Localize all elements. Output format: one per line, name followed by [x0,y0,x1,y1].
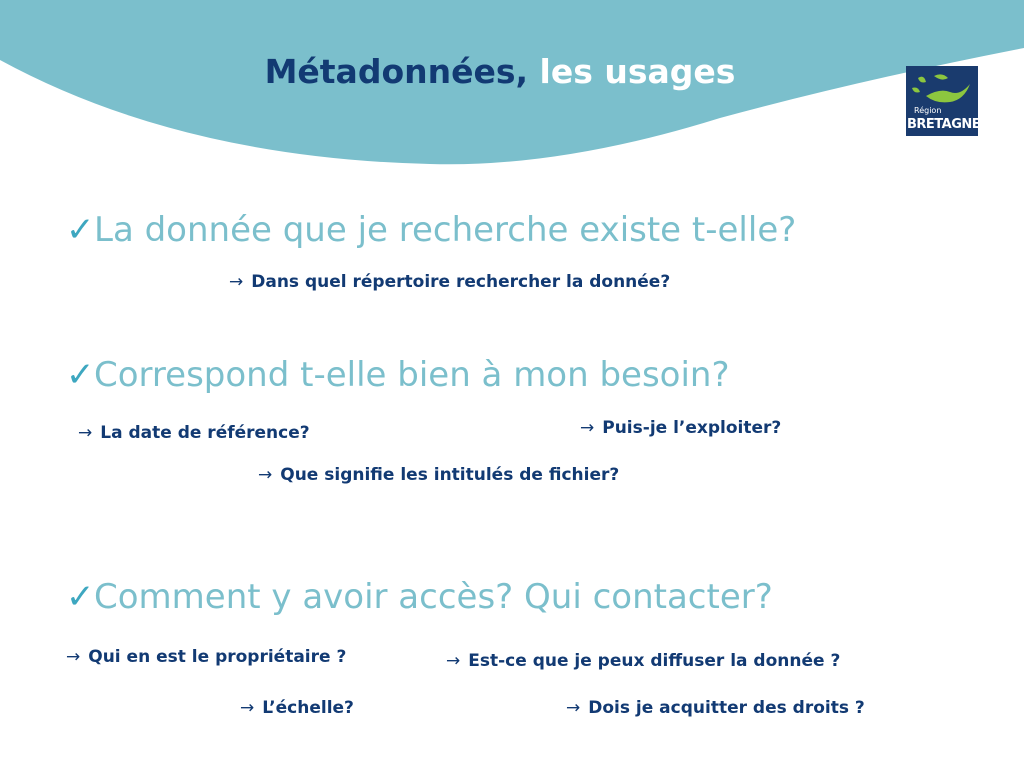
arrow-right-icon: → [66,647,81,667]
question-item [229,272,670,292]
section-heading-1 [66,210,796,250]
question-text: Puis-je l’exploiter? [602,418,782,438]
arrow-right-icon: → [446,651,461,671]
question-text: Que signifie les intitulés de fichier? [280,465,620,485]
question-text: L’échelle? [262,698,354,718]
check-icon: ✓ [66,577,95,617]
arrow-right-icon: → [229,272,244,292]
arrow-right-icon: → [78,423,93,443]
question-item [66,647,346,667]
question-item [580,418,781,438]
section-heading-1-text: La donnée que je recherche existe t-elle? [94,210,797,250]
arrow-right-icon: → [566,698,581,718]
header-banner [0,0,1024,200]
question-text: Qui en est le propriétaire ? [88,647,347,667]
question-item [258,465,619,485]
question-item [446,651,840,671]
section-heading-3-text: Comment y avoir accès? Qui contacter? [94,577,773,617]
arrow-right-icon: → [580,418,595,438]
check-icon: ✓ [66,210,95,250]
section-heading-2-text: Correspond t-elle bien à mon besoin? [94,355,730,395]
arrow-right-icon: → [240,698,255,718]
check-icon: ✓ [66,355,95,395]
page-title [0,52,1000,91]
question-text: Est-ce que je peux diffuser la donnée ? [468,651,841,671]
region-bretagne-logo-icon [906,66,978,106]
question-text: Dans quel répertoire rechercher la donnée? [251,272,671,292]
region-bretagne-logo [906,66,981,136]
arrow-right-icon: → [258,465,273,485]
question-item [240,698,354,718]
question-text: La date de référence? [100,423,310,443]
title-part-1: Métadonnées, [264,52,529,91]
logo-region-text: Région [914,106,942,115]
question-item [566,698,865,718]
question-item [78,423,310,443]
logo-bretagne-text: BRETAGNE [907,117,981,132]
section-heading-3 [66,577,773,617]
question-text: Dois je acquitter des droits ? [588,698,865,718]
section-heading-2 [66,355,730,395]
title-part-2: les usages [539,52,736,91]
